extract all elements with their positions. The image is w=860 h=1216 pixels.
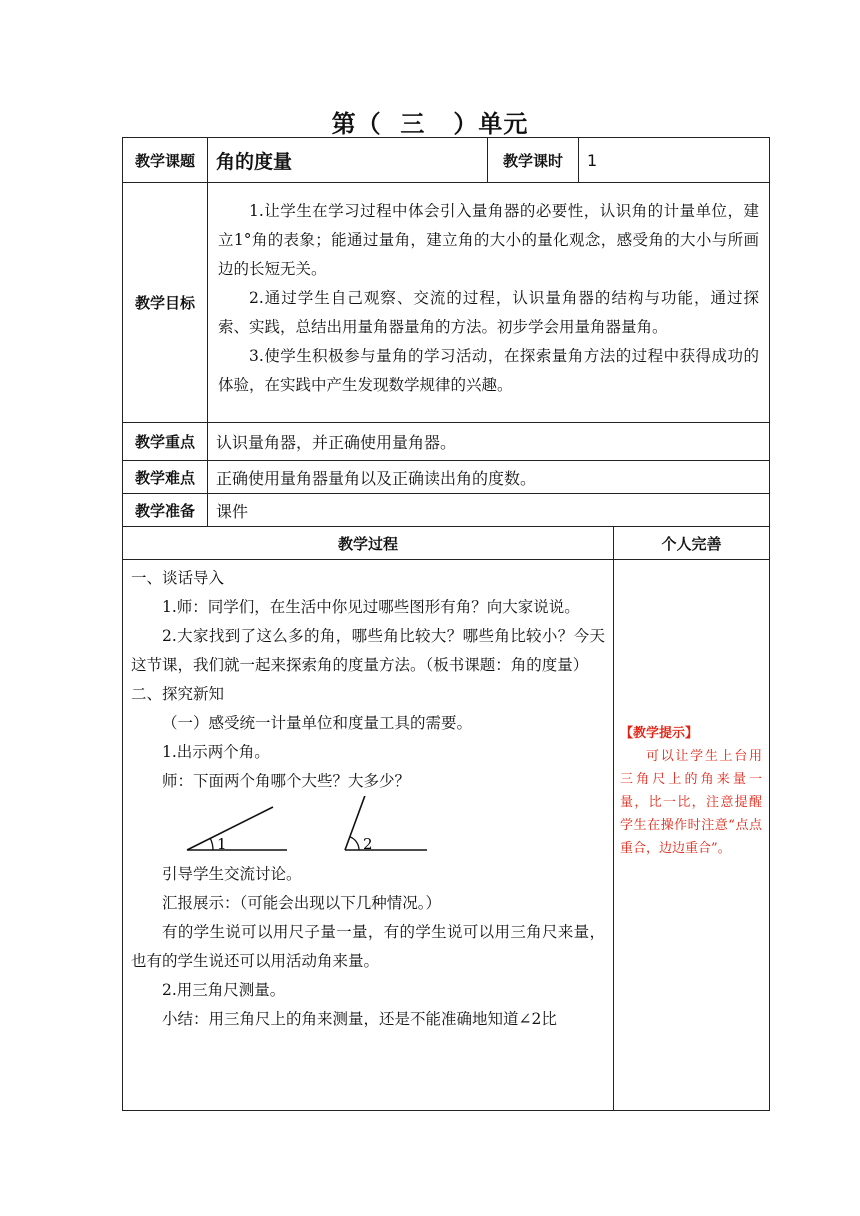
process-line: 师：下面两个角哪个大些？大多少？ xyxy=(162,772,411,790)
section-heading: 二、探究新知 xyxy=(131,685,225,703)
hours-value: 1 xyxy=(579,138,770,183)
process-line: 2.大家找到了这么多的角，哪些角比较大？哪些角比较小？今天这节课，我们就一起来探索角的度量方法。（板书课题：角的度量） xyxy=(131,627,605,674)
difficulty-row xyxy=(123,461,770,494)
tip-body: 可以让学生上台用三角尺上的角来量一量，比一比，注意提醒学生在操作时注意“点点重合，边边重合”。 xyxy=(620,749,762,856)
angle-2-label: 2 xyxy=(363,835,373,853)
tip-title: 【教学提示】 xyxy=(620,726,699,741)
angle-figure xyxy=(131,796,605,860)
side-header: 个人完善 xyxy=(614,527,770,560)
key-point-row xyxy=(123,423,770,461)
process-header-row xyxy=(123,527,770,560)
section-heading: 一、谈话导入 xyxy=(131,569,225,587)
process-row xyxy=(123,560,770,1111)
angle-2 xyxy=(345,796,427,853)
goals-content xyxy=(208,183,770,423)
process-line: 小结：用三角尺上的角来测量，还是不能准确地知道∠2比 xyxy=(162,1010,557,1028)
process-line: 1.出示两个角。 xyxy=(162,743,270,761)
goal-item: 2.通过学生自己观察、交流的过程，认识量角器的结构与功能，通过探索、实践，总结出用量角器量角的方法。初步学会用量角器量角。 xyxy=(218,289,759,336)
angle-1-label: 1 xyxy=(217,835,227,853)
hours-label: 教学课时 xyxy=(488,138,579,183)
preparation-label: 教学准备 xyxy=(123,494,208,527)
process-line: 1.师：同学们，在生活中你见过哪些图形有角？向大家说说。 xyxy=(162,598,580,616)
goal-item: 3.使学生积极参与量角的学习活动，在探索量角方法的过程中获得成功的体验，在实践中产生发现数学规律的兴趣。 xyxy=(218,347,759,394)
topic-row xyxy=(123,138,770,183)
process-content xyxy=(123,560,614,1111)
key-point-value: 认识量角器，并正确使用量角器。 xyxy=(208,423,770,461)
difficulty-value: 正确使用量角器量角以及正确读出角的度数。 xyxy=(208,461,770,494)
angle-1 xyxy=(187,807,287,853)
preparation-row xyxy=(123,494,770,527)
key-point-label: 教学重点 xyxy=(123,423,208,461)
teaching-tip xyxy=(620,722,762,860)
topic-label: 教学课题 xyxy=(123,138,208,183)
process-line: 有的学生说可以用尺子量一量，有的学生说可以用三角尺来量，也有的学生说还可以用活动角来量。 xyxy=(131,923,605,970)
preparation-value: 课件 xyxy=(208,494,770,527)
process-header: 教学过程 xyxy=(123,527,614,560)
personal-notes-column xyxy=(614,560,770,1111)
process-line: 汇报展示：（可能会出现以下几种情况。） xyxy=(162,894,442,912)
goals-row xyxy=(123,183,770,423)
process-line: （一）感受统一计量单位和度量工具的需要。 xyxy=(162,714,473,732)
topic-value: 角的度量 xyxy=(208,138,488,183)
goals-label: 教学目标 xyxy=(123,183,208,423)
angles-diagram xyxy=(177,796,437,860)
lesson-plan-table xyxy=(122,137,770,1111)
process-line: 引导学生交流讨论。 xyxy=(162,865,302,883)
difficulty-label: 教学难点 xyxy=(123,461,208,494)
page-title: 第（ 三 ）单元 xyxy=(331,110,529,138)
process-line: 2.用三角尺测量。 xyxy=(162,981,286,999)
goal-item: 1.让学生在学习过程中体会引入量角器的必要性，认识角的计量单位，建立1°角的表象；能通过量角，建立角的大小的量化观念，感受角的大小与所画边的长短无关。 xyxy=(218,202,759,278)
